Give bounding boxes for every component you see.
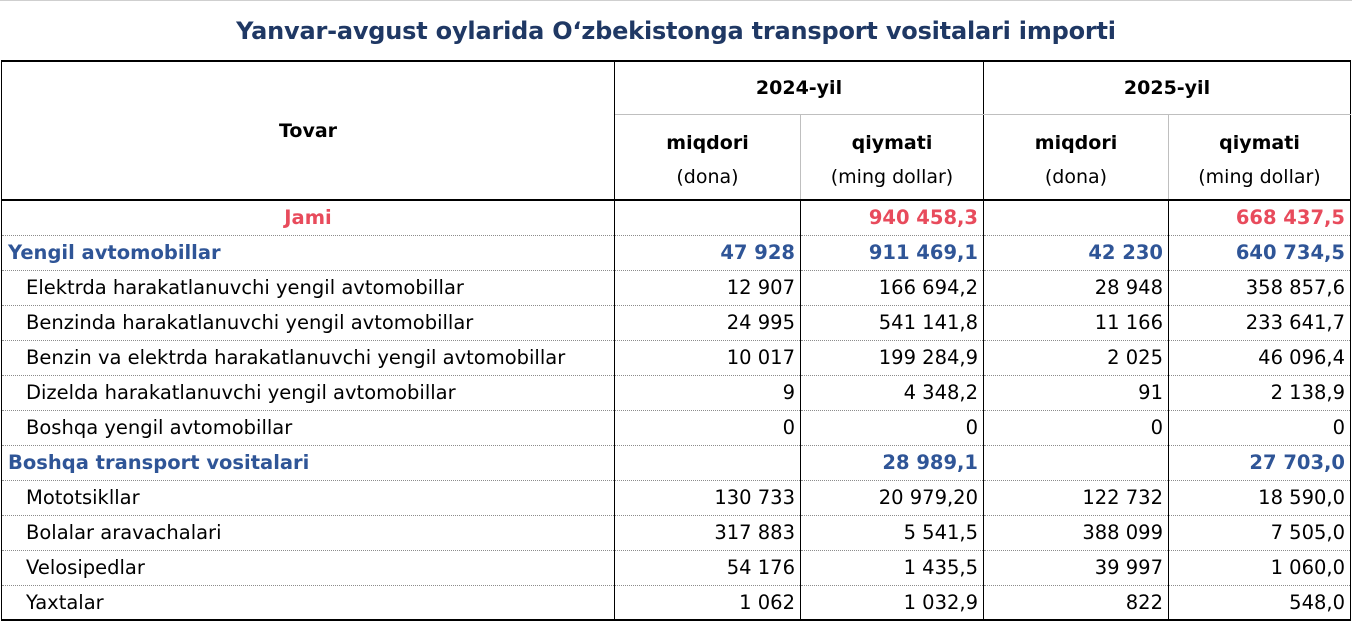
import-table (1, 60, 1351, 621)
qty-2024-cell: 10 017 (615, 340, 801, 375)
value-2025-cell: 668 437,5 (1169, 200, 1351, 235)
qty-2024-cell: 54 176 (615, 550, 801, 585)
value-2024-cell: 1 032,9 (801, 585, 984, 620)
header-val-2024 (801, 114, 984, 200)
table-row (2, 515, 1351, 550)
qty-2025-cell (984, 445, 1169, 480)
value-2025-cell: 27 703,0 (1169, 445, 1351, 480)
header-year-2025: 2025-yil (984, 61, 1351, 114)
qty-2025-cell: 122 732 (984, 480, 1169, 515)
value-2025-cell: 7 505,0 (1169, 515, 1351, 550)
category-row (2, 235, 1351, 270)
qty-unit: (dona) (676, 165, 739, 188)
qty-2025-cell (984, 200, 1169, 235)
value-2024-cell: 20 979,20 (801, 480, 984, 515)
table-row (2, 550, 1351, 585)
table-title: Yanvar-avgust oylarida O‘zbekistonga transport vositalari importi (236, 16, 1116, 45)
qty-2024-cell: 47 928 (615, 235, 801, 270)
qty-unit: (dona) (1044, 165, 1108, 188)
category-row (2, 445, 1351, 480)
value-2025-cell: 2 138,9 (1169, 375, 1351, 410)
row-label: Jami (2, 200, 615, 235)
value-2025-cell: 0 (1169, 410, 1351, 445)
row-label: Yaxtalar (2, 585, 615, 620)
qty-label: miqdori (1034, 131, 1118, 154)
table-row (2, 585, 1351, 620)
qty-2025-cell: 91 (984, 375, 1169, 410)
table-row (2, 340, 1351, 375)
qty-2024-cell: 317 883 (615, 515, 801, 550)
qty-2024-cell: 1 062 (615, 585, 801, 620)
qty-2024-cell (615, 200, 801, 235)
val-label: qiymati (1219, 131, 1300, 154)
qty-2024-cell: 0 (615, 410, 801, 445)
value-2024-cell: 911 469,1 (801, 235, 984, 270)
qty-2025-cell: 28 948 (984, 270, 1169, 305)
qty-label: miqdori (666, 131, 749, 154)
value-2025-cell: 46 096,4 (1169, 340, 1351, 375)
value-2024-cell: 940 458,3 (801, 200, 984, 235)
header-qty-2025 (984, 114, 1169, 200)
value-2024-cell: 0 (801, 410, 984, 445)
value-2024-cell: 28 989,1 (801, 445, 984, 480)
qty-2024-cell: 9 (615, 375, 801, 410)
value-2024-cell: 166 694,2 (801, 270, 984, 305)
total-row (2, 200, 1351, 235)
row-label: Dizelda harakatlanuvchi yengil avtomobillar (2, 375, 615, 410)
header-qty-2024 (615, 114, 801, 200)
val-unit: (ming dollar) (1198, 165, 1321, 188)
value-2024-cell: 199 284,9 (801, 340, 984, 375)
value-2024-cell: 1 435,5 (801, 550, 984, 585)
value-2025-cell: 233 641,7 (1169, 305, 1351, 340)
row-label: Benzinda harakatlanuvchi yengil avtomobillar (2, 305, 615, 340)
value-2024-cell: 5 541,5 (801, 515, 984, 550)
qty-2025-cell: 11 166 (984, 305, 1169, 340)
qty-2025-cell: 822 (984, 585, 1169, 620)
row-label: Bolalar aravachalari (2, 515, 615, 550)
table-row (2, 270, 1351, 305)
table-row (2, 305, 1351, 340)
row-label: Boshqa yengil avtomobillar (2, 410, 615, 445)
table-row (2, 480, 1351, 515)
value-2025-cell: 640 734,5 (1169, 235, 1351, 270)
table-row (2, 410, 1351, 445)
header-tovar: Tovar (2, 61, 615, 200)
qty-2025-cell: 388 099 (984, 515, 1169, 550)
qty-2024-cell: 130 733 (615, 480, 801, 515)
qty-2024-cell: 24 995 (615, 305, 801, 340)
value-2025-cell: 18 590,0 (1169, 480, 1351, 515)
row-label: Elektrda harakatlanuvchi yengil avtomobillar (2, 270, 615, 305)
table-body (2, 200, 1351, 620)
val-unit: (ming dollar) (830, 165, 954, 188)
row-label: Mototsikllar (2, 480, 615, 515)
row-label: Boshqa transport vositalari (2, 445, 615, 480)
row-label: Yengil avtomobillar (2, 235, 615, 270)
qty-2025-cell: 42 230 (984, 235, 1169, 270)
header-val-2025 (1169, 114, 1351, 200)
value-2025-cell: 358 857,6 (1169, 270, 1351, 305)
value-2024-cell: 541 141,8 (801, 305, 984, 340)
qty-2025-cell: 0 (984, 410, 1169, 445)
value-2024-cell: 4 348,2 (801, 375, 984, 410)
value-2025-cell: 1 060,0 (1169, 550, 1351, 585)
qty-2025-cell: 39 997 (984, 550, 1169, 585)
row-label: Velosipedlar (2, 550, 615, 585)
qty-2024-cell: 12 907 (615, 270, 801, 305)
header-year-2024: 2024-yil (615, 61, 984, 114)
title-bar (0, 0, 1352, 60)
qty-2025-cell: 2 025 (984, 340, 1169, 375)
val-label: qiymati (851, 131, 933, 154)
qty-2024-cell (615, 445, 801, 480)
value-2025-cell: 548,0 (1169, 585, 1351, 620)
row-label: Benzin va elektrda harakatlanuvchi yengil avtomobillar (2, 340, 615, 375)
table-row (2, 375, 1351, 410)
